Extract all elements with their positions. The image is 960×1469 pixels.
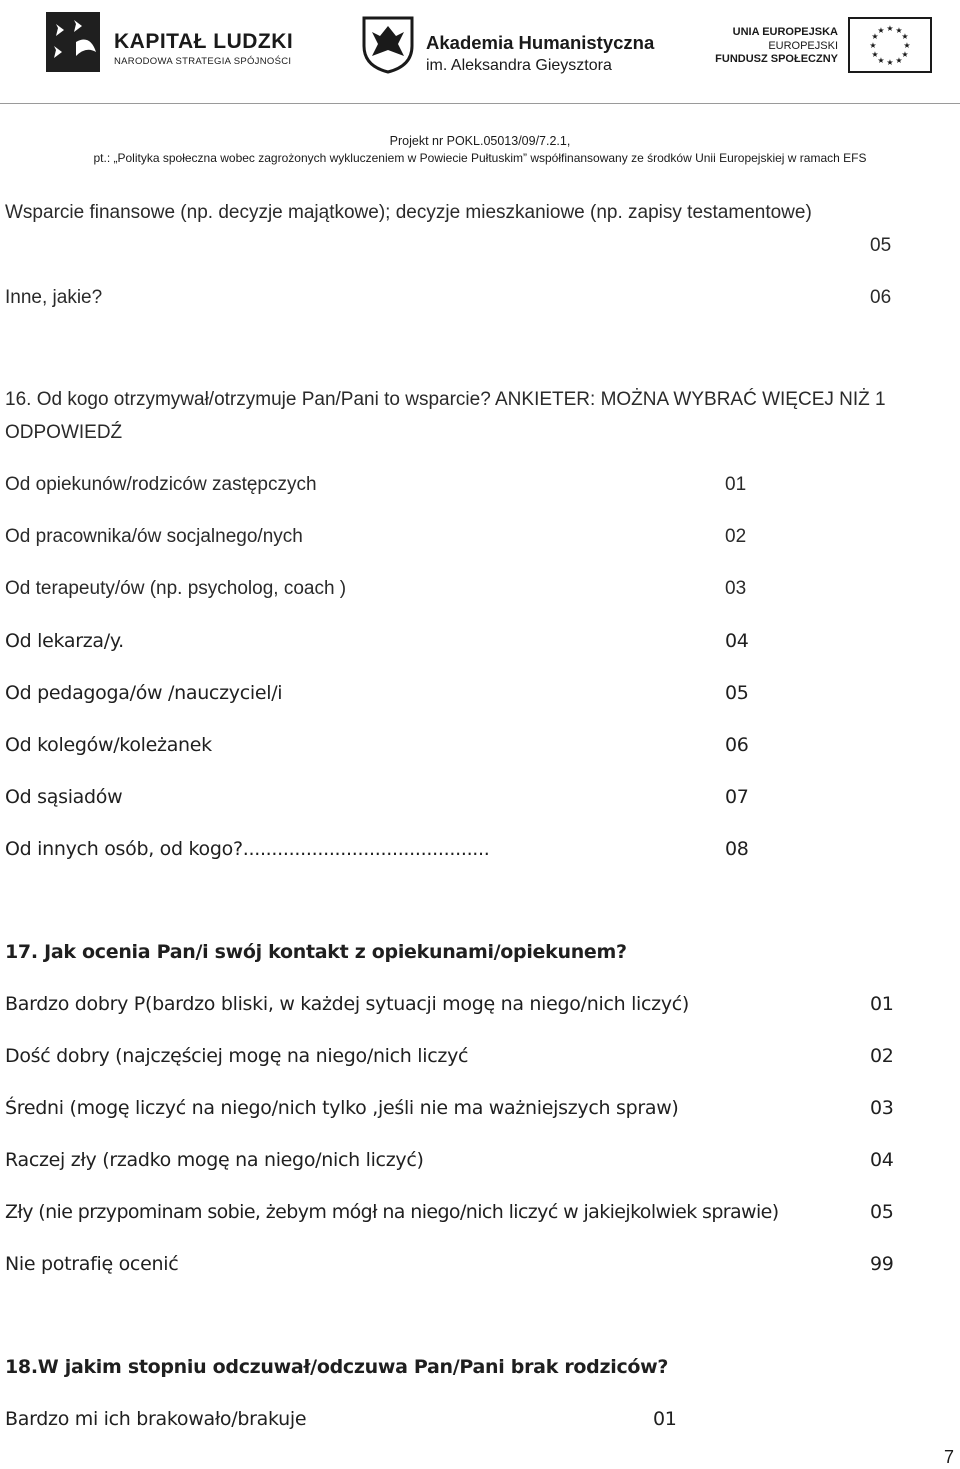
option-label: Wsparcie finansowe (np. decyzje majątkowe); decyzje mieszkaniowe (np. zapisy testamentowe): [5, 202, 812, 223]
option-code: 05: [870, 235, 892, 256]
option-code: 99: [870, 1253, 894, 1275]
project-title: pt.: „Polityka społeczna wobec zagrożonych wykluczeniem w Powiecie Pułtuskim” współfinansowany ze środków Unii Europejskiej w ramach EFS: [93, 151, 867, 165]
kl-title: KAPITAŁ LUDZKI: [114, 30, 294, 53]
svg-text:★: ★: [895, 56, 903, 65]
option-label: Od opiekunów/rodziców zastępczych: [5, 474, 317, 495]
option-label: Nie potrafię ocenić: [5, 1253, 179, 1275]
option-code: 02: [725, 526, 747, 547]
option-label: Od terapeuty/ów (np. psycholog, coach ): [5, 578, 347, 599]
eu-flag-icon: [848, 17, 932, 73]
option-code: 01: [870, 993, 894, 1015]
ah-name: Akademia Humanistyczna: [426, 32, 655, 53]
svg-text:★: ★: [886, 58, 894, 67]
option-code: 01: [653, 1408, 677, 1430]
page-number: 7: [944, 1447, 955, 1467]
option-code: 05: [870, 1201, 894, 1223]
option-label: Średni (mogę liczyć na niego/nich tylko ,jeśli nie ma ważniejszych spraw): [5, 1097, 679, 1119]
option-code: 03: [870, 1097, 894, 1119]
option-label: Od pracownika/ów socjalnego/nych: [5, 526, 303, 547]
option-code: 06: [870, 287, 892, 308]
option-label: Bardzo dobry P(bardzo bliski, w każdej sytuacji mogę na niego/nich liczyć): [5, 993, 690, 1015]
option-label: Od lekarza/y.: [5, 630, 124, 652]
svg-text:★: ★: [895, 26, 903, 35]
svg-text:★: ★: [877, 26, 885, 35]
svg-text:★: ★: [871, 50, 879, 59]
header-divider: [0, 103, 960, 104]
option-code: 07: [725, 786, 749, 808]
svg-text:★: ★: [877, 56, 885, 65]
option-label: Dość dobry (najczęściej mogę na niego/nich liczyć: [5, 1045, 469, 1067]
project-number: Projekt nr POKL.05013/09/7.2.1,: [389, 134, 571, 148]
question-17: 17. Jak ocenia Pan/i swój kontakt z opiekunami/opiekunem?: [5, 941, 627, 963]
option-label: Od innych osób, od kogo?...........................................: [5, 838, 490, 860]
option-code: 04: [725, 630, 749, 652]
ue-line2: EUROPEJSKI: [768, 40, 838, 52]
svg-text:★: ★: [901, 32, 909, 41]
university-crest-icon: [360, 14, 416, 74]
svg-text:★: ★: [871, 32, 879, 41]
question-16-cont: ODPOWIEDŹ: [5, 422, 123, 443]
kapital-ludzki-logo: [46, 12, 336, 72]
ah-subtitle: im. Aleksandra Gieysztora: [426, 57, 612, 74]
option-label: Bardzo mi ich brakowało/brakuje: [5, 1408, 307, 1430]
option-code: 08: [725, 838, 749, 860]
option-label: Od kolegów/koleżanek: [5, 734, 212, 756]
option-label: Od sąsiadów: [5, 786, 123, 808]
akademia-humanistyczna-logo: [360, 14, 660, 74]
option-code: 04: [870, 1149, 894, 1171]
svg-text:★: ★: [901, 50, 909, 59]
option-code: 03: [725, 578, 747, 599]
question-16: 16. Od kogo otrzymywał/otrzymuje Pan/Pani to wsparcie? ANKIETER: MOŻNA WYBRAĆ WIĘCEJ NIŻ 1: [5, 389, 886, 410]
ue-line3: FUNDUSZ SPOŁECZNY: [715, 53, 838, 65]
option-code: 05: [725, 682, 749, 704]
option-label: Od pedagoga/ów /nauczyciel/i: [5, 682, 283, 704]
kl-subtitle: NARODOWA STRATEGIA SPÓJNOŚCI: [114, 56, 292, 67]
option-label: Inne, jakie?: [5, 287, 103, 308]
option-label: Zły (nie przypominam sobie, żebym mógł na niego/nich liczyć w jakiejkolwiek sprawie): [5, 1201, 779, 1223]
kapital-ludzki-mark-icon: [46, 12, 100, 72]
option-code: 06: [725, 734, 749, 756]
option-code: 02: [870, 1045, 894, 1067]
question-18: 18.W jakim stopniu odczuwał/odczuwa Pan/Pani brak rodziców?: [5, 1356, 669, 1378]
svg-text:★: ★: [869, 41, 877, 50]
option-code: 01: [725, 474, 747, 495]
ue-line1: UNIA EUROPEJSKA: [732, 26, 838, 38]
svg-text:★: ★: [903, 41, 911, 50]
svg-text:★: ★: [886, 24, 894, 33]
option-label: Raczej zły (rzadko mogę na niego/nich liczyć): [5, 1149, 424, 1171]
